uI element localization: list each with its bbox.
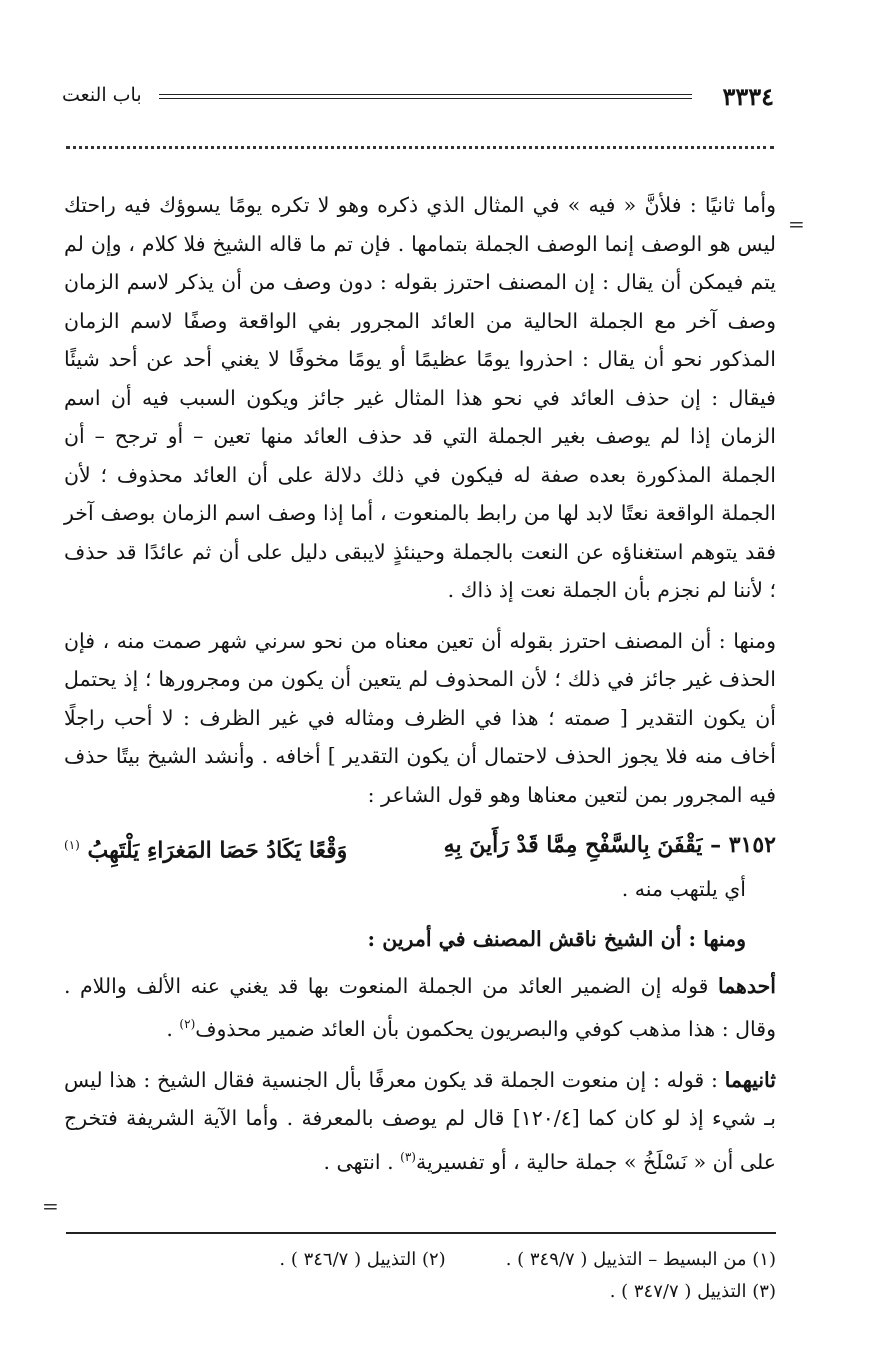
- verse-second-hemistich: وَقْعًا يَكَادُ حَصَا المَغرَاءِ يَلْتَهِبُ: [87, 837, 348, 864]
- footnote-ref-2: (٢): [179, 1017, 196, 1032]
- second-point-label: ثانيهما: [724, 1067, 776, 1092]
- margin-mark-top: =: [788, 212, 805, 236]
- footnotes: [130, 1244, 776, 1308]
- footnote-ref-1: (١): [64, 838, 80, 852]
- footnote-rule: [66, 1232, 776, 1234]
- paragraph-5: [64, 967, 776, 1049]
- paragraph-4: ومنها : أن الشيخ ناقش المصنف في أمرين :: [367, 927, 746, 952]
- footnote-2: (٢) التذييل ( ٣٤٦/٧ ) .: [279, 1249, 446, 1270]
- paragraph-5-text: قوله إن الضمير العائد من الجملة المنعوت بها قد يغني عنه الألف واللام . وقال : هذا مذهب كوفي والبصريون يحكمون بأن العائد ضمير محذوف: [64, 973, 776, 1042]
- page-number: ٣٣٣٤: [722, 82, 774, 111]
- dotted-separator: [66, 146, 774, 169]
- main-text: [64, 186, 776, 1181]
- paragraph-6-end: . انتهى .: [323, 1149, 401, 1174]
- paragraph-6: [64, 1061, 776, 1181]
- paragraph-6-text: : قوله : إن منعوت الجملة قد يكون معرفًا بأل الجنسية فقال الشيخ : هذا ليس بـ شيء إذ لو كان كما [١٢٠/٤] قال لم يوصف بالمعرفة . وأما الآية الشريفة فتخرج على أن « نَسْلَخُ » جملة حالية ، أو تفسيرية: [64, 1067, 776, 1174]
- paragraph-3: أي يلتهب منه .: [621, 876, 746, 901]
- poetry-verse: [64, 826, 776, 870]
- margin-mark-bottom: =: [42, 1194, 59, 1218]
- footnote-3: (٣) التذييل ( ٣٤٧/٧ ) .: [609, 1281, 776, 1302]
- footnote-line-2: [130, 1276, 776, 1308]
- header-rule: [159, 94, 692, 99]
- verse-number: ٣١٥٢ –: [710, 832, 776, 858]
- paragraph-5-end: .: [166, 1017, 180, 1042]
- chapter-title: باب النعت: [62, 84, 142, 106]
- paragraph-2: ومنها : أن المصنف احترز بقوله أن تعين معناه من نحو سرني شهر صمت منه ، فإن الحذف غير جائز في ذلك ؛ لأن المحذوف لم يتعين أن يكون من ومجرورها ؛ إذ يحتمل أن يكون التقدير [ صمته ؛ هذا في الظرف ومثاله في غير الظرف : لا أحب راجلًا أخاف منه فلا يجوز الحذف لاحتمال أن يكون التقدير ] أخافه . وأنشد الشيخ بيتًا حذف فيه المجرور بمن لتعين معناها وهو قول الشاعر :: [64, 628, 776, 807]
- paragraph-1: وأما ثانيًا : فلأنَّ « فيه » في المثال الذي ذكره وهو لا تكره يومًا يسوؤك فيه راحتك ليس هو الوصف إنما الوصف الجملة بتمامها . فإن تم ما قاله الشيخ فلا كلام ، وإن لم يتم فيمكن أن يقال : إن المصنف احترز بقوله : دون وصف من أن يذكر لاسم الزمان وصف آخر مع الجملة الحالية من العائد المجرور بفي الواقعة وصفًا لاسم الزمان المذكور نحو أن يقال : احذروا يومًا عظيمًا أو يومًا مخوفًا لا يغني أحد عن أحد شيئًا فيقال : إن حذف العائد في نحو هذا المثال غير جائز ويكون السبب فيه أن اسم الزمان إذا لم يوصف بغير الجملة التي قد حذف العائد منها تعين – أو ترجح – أن الجملة المذكورة بعده صفة له فيكون في ذلك دلالة على أن العائد محذوف ؛ لأن الجملة الواقعة نعتًا لابد لها من رابط بالمنعوت ، أما إذا وصف اسم الزمان بوصف آخر فقد يتوهم استغناؤه عن النعت بالجملة وحينئذٍ لايبقى دليل على أن ثم عائدًا قد حذف ؛ لأننا لم نجزم بأن الجملة نعت إذ ذاك .: [64, 193, 776, 602]
- first-point-label: أحدهما: [717, 973, 776, 998]
- footnote-line-1: [130, 1244, 776, 1276]
- page-header: [62, 84, 774, 116]
- footnote-ref-3: (٣): [400, 1149, 416, 1164]
- verse-first-hemistich: يَقْفَنَ بِالسَّفْحِ مِمَّا قَدْ رَأَينَ بِهِ: [443, 832, 703, 858]
- footnote-1: (١) من البسيط – التذييل ( ٣٤٩/٧ ) .: [505, 1249, 776, 1270]
